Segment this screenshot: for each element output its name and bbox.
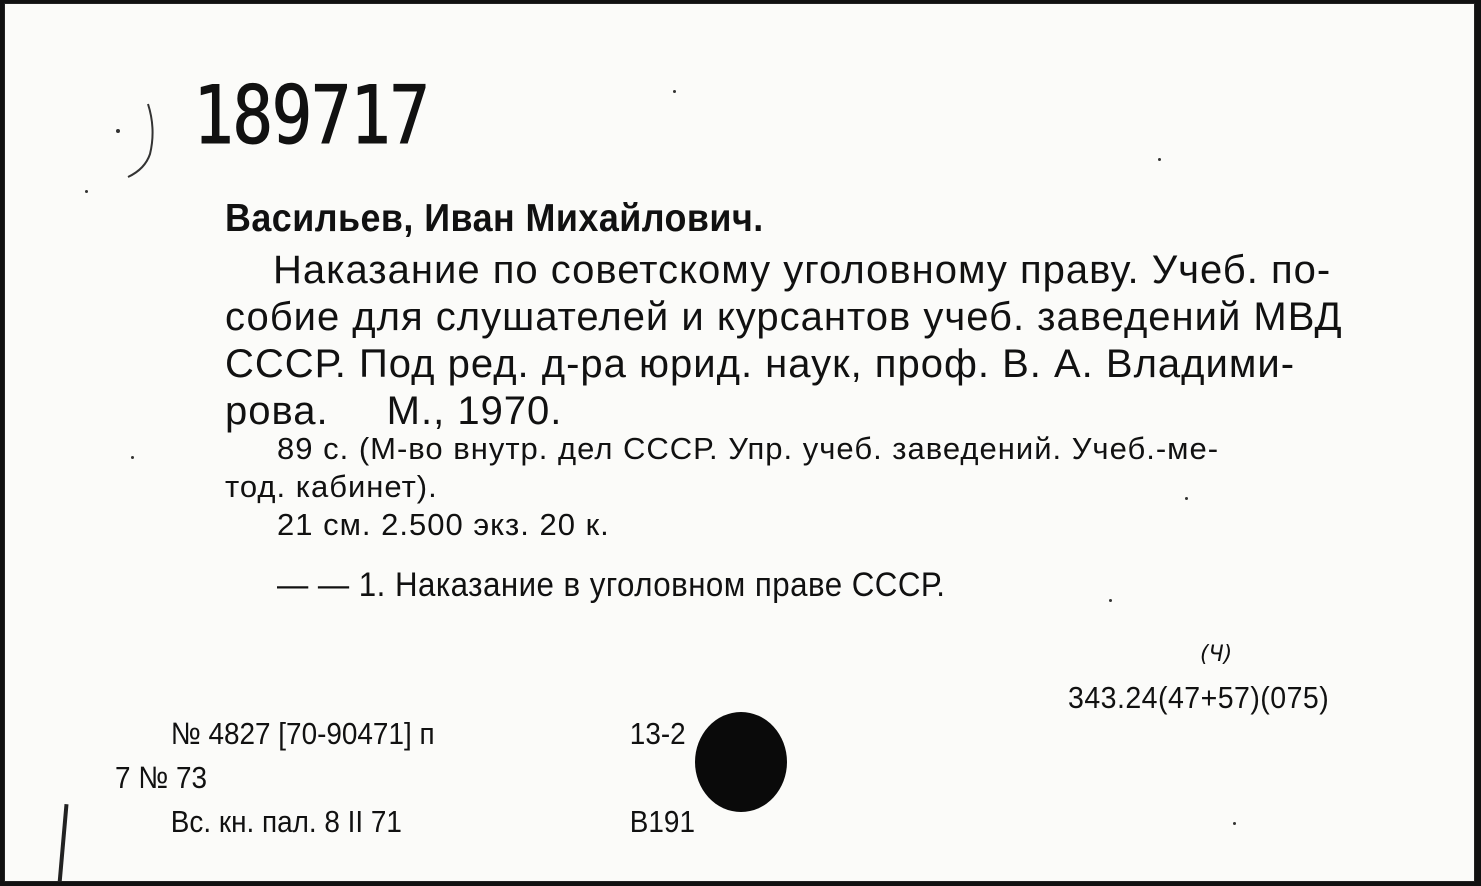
copy-number: 7 № 73: [115, 760, 207, 795]
title-line: СССР. Под ред. д-ра юрид. наук, проф. В. А. Владими-: [225, 342, 1296, 386]
speck: [1233, 822, 1236, 825]
title-line: рова.: [225, 389, 329, 433]
punch-hole: [695, 712, 787, 812]
handwritten-mark: (Ч): [1200, 642, 1233, 667]
inventory-number: 189717: [193, 69, 429, 162]
speck: [1185, 497, 1188, 500]
order-number: № 4827 [70-90471] п: [170, 716, 435, 751]
title-line: Наказание по советскому уголовному праву. Учеб. по-: [273, 248, 1332, 292]
footer-row: [115, 800, 695, 844]
speck: [85, 190, 88, 193]
order-code: 13-2: [629, 716, 686, 751]
stamp-smudge-icon: [110, 99, 160, 179]
pencil-stroke: [58, 804, 69, 882]
collation-line: 89 с. (М-во внутр. дел СССР. Упр. учеб. заведений. Учеб.-ме-: [277, 431, 1220, 466]
footer-row: [115, 712, 695, 756]
collation-block: [225, 430, 1395, 544]
classification-code: 343.24(47+57)(075): [1068, 680, 1330, 715]
catalog-card: [4, 3, 1475, 882]
speck: [1109, 599, 1112, 602]
book-chamber-code: В191: [629, 804, 695, 839]
book-chamber-date: Вс. кн. пал. 8 II 71: [170, 804, 402, 839]
imprint: М., 1970.: [386, 389, 563, 433]
author-heading: Васильев, Иван Михайлович.: [225, 197, 764, 240]
title-block: [225, 247, 1395, 435]
speck: [673, 90, 676, 93]
collation-line: 21 см. 2.500 экз. 20 к.: [277, 507, 610, 542]
speck: [131, 456, 134, 459]
title-line-last: [225, 388, 1395, 435]
card-footer: [115, 712, 695, 844]
speck: [1158, 158, 1161, 161]
subject-heading: — — 1. Наказание в уголовном праве СССР.: [277, 566, 946, 604]
title-line: собие для слушателей и курсантов учеб. заведений МВД: [225, 295, 1343, 339]
footer-row: [115, 756, 695, 800]
collation-line: тод. кабинет).: [225, 469, 438, 504]
